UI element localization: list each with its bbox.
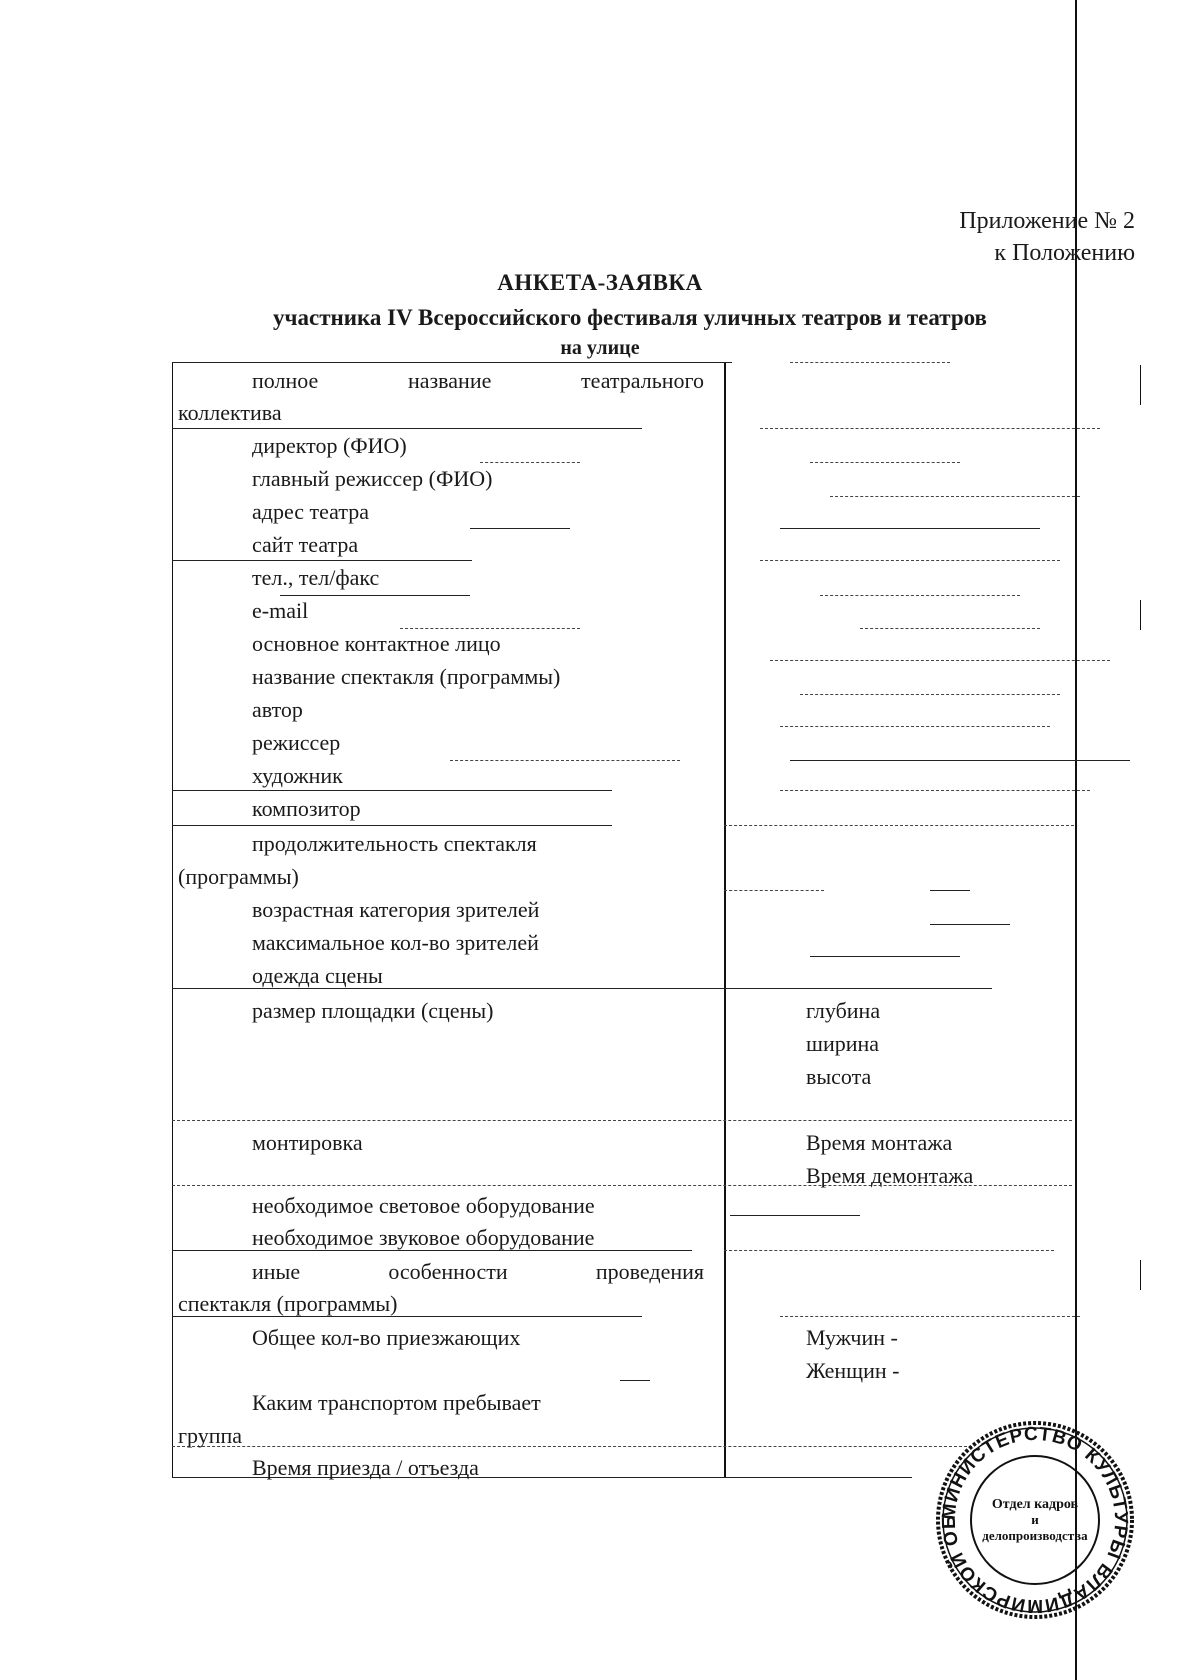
table-right-edge	[1140, 365, 1141, 405]
field-author: автор	[252, 697, 303, 722]
table-middle-divider	[724, 362, 726, 1477]
field-mounting: монтировка	[252, 1130, 363, 1155]
field-age: возрастная категория зрителей	[252, 897, 540, 922]
annex-reference: к Положению	[994, 240, 1135, 266]
field-site: сайт театра	[252, 532, 359, 557]
field-stage-size: размер площадки (сцены)	[252, 998, 494, 1023]
stamp-inner-line1: Отдел кадров	[991, 1497, 1079, 1512]
row-divider	[280, 595, 470, 596]
row-divider	[780, 528, 1040, 529]
field-director: директор (ФИО)	[252, 433, 407, 458]
field-full-name-cont: коллектива	[178, 400, 282, 425]
field-address: адрес театра	[252, 499, 370, 524]
row-divider	[724, 1250, 1054, 1252]
men-count-label: Мужчин -	[806, 1325, 898, 1350]
field-transport: Каким транспортом пребывает	[252, 1390, 541, 1415]
table-right-edge	[1140, 600, 1141, 630]
field-chief-director: главный режиссер (ФИО)	[252, 466, 493, 491]
field-composer: композитор	[252, 796, 361, 821]
row-divider	[450, 760, 680, 762]
row-divider	[830, 496, 1080, 498]
stamp-outer-text: МИНИСТЕРСТВО КУЛЬТУРЫ ВЛАДИМИРСКОЙ ОБ	[938, 1423, 1132, 1617]
row-divider	[930, 890, 970, 891]
row-divider	[770, 660, 1110, 662]
field-duration-cont: (программы)	[178, 864, 299, 889]
annex-number: Приложение № 2	[959, 208, 1135, 234]
field-sound: необходимое звуковое оборудование	[252, 1225, 595, 1250]
dismount-time-label: Время демонтажа	[806, 1163, 974, 1188]
table-left-border	[172, 362, 173, 1477]
row-divider	[810, 462, 960, 464]
field-email: e-mail	[252, 598, 309, 623]
form-subtitle: участника IV Всероссийского фестиваля уличных театров и театров	[273, 305, 987, 330]
field-stage-director: режиссер	[252, 730, 341, 755]
stage-height-label: высота	[806, 1064, 872, 1089]
stage-width-label: ширина	[806, 1031, 880, 1056]
official-stamp	[935, 1420, 1135, 1620]
field-total-arriving: Общее кол-во приезжающих	[252, 1325, 521, 1350]
field-full-name: полное название театрального	[252, 368, 704, 393]
row-divider	[724, 825, 1074, 827]
field-stage-clothing: одежда сцены	[252, 963, 383, 988]
form-title: АНКЕТА-ЗАЯВКА	[497, 270, 703, 295]
field-show-name: название спектакля (программы)	[252, 664, 561, 689]
row-divider	[760, 560, 1060, 562]
field-contact: основное контактное лицо	[252, 631, 501, 656]
field-other: иные особенности проведения	[252, 1259, 704, 1284]
field-arrival-time: Время приезда / отъезда	[252, 1455, 479, 1480]
row-divider	[860, 628, 1040, 630]
field-phone: тел., тел/факс	[252, 565, 380, 590]
field-artist: художник	[252, 763, 343, 788]
row-divider	[800, 694, 1060, 696]
row-divider	[780, 726, 1050, 728]
form-subtitle-continuation: на улице	[560, 337, 640, 359]
row-divider	[730, 1215, 860, 1216]
row-divider	[930, 924, 1010, 925]
row-divider	[172, 1446, 972, 1448]
row-divider	[480, 462, 580, 464]
row-divider	[820, 595, 1020, 597]
row-divider	[172, 1120, 1072, 1122]
stamp-inner-line3: делопроизводства	[982, 1528, 1088, 1543]
row-divider	[172, 362, 732, 363]
field-duration: продолжительность спектакля	[252, 831, 537, 856]
row-divider	[724, 890, 824, 892]
stamp-seal-graphic	[935, 1420, 1135, 1620]
table-right-edge	[1140, 1260, 1141, 1290]
row-divider	[470, 528, 570, 529]
stage-depth-label: глубина	[806, 998, 881, 1023]
row-divider	[780, 790, 1090, 792]
row-divider	[172, 825, 612, 826]
row-divider	[810, 956, 960, 957]
row-divider	[620, 1380, 650, 1381]
row-divider	[790, 362, 950, 364]
field-light: необходимое световое оборудование	[252, 1193, 595, 1218]
field-other-cont: спектакля (программы)	[178, 1291, 398, 1316]
mount-time-label: Время монтажа	[806, 1130, 953, 1155]
row-divider	[780, 1316, 1080, 1318]
row-divider	[790, 760, 1130, 761]
field-transport-cont: группа	[178, 1423, 243, 1448]
field-max-viewers: максимальное кол-во зрителей	[252, 930, 539, 955]
women-count-label: Женщин -	[806, 1358, 900, 1383]
row-divider	[760, 428, 1100, 430]
stamp-inner-line2: и	[1031, 1512, 1039, 1527]
row-divider	[172, 790, 612, 791]
